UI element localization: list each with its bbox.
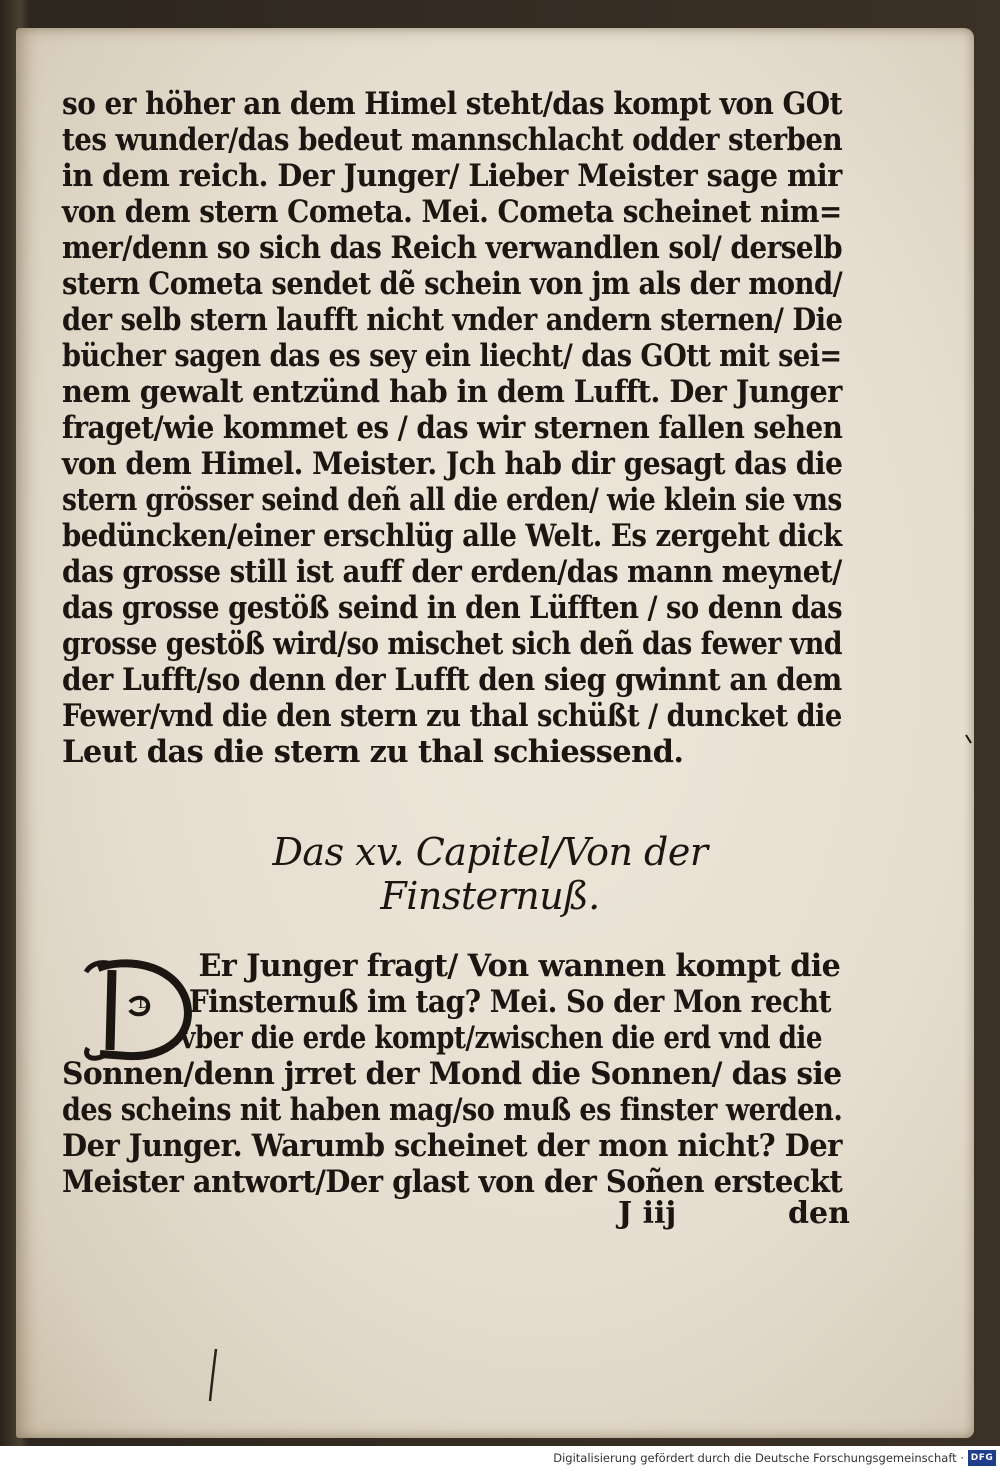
body-text (62, 86, 842, 770)
body-line-14: das grosse still ist auff der erden/das mann meynet/ (62, 554, 842, 590)
body-line-6: stern Cometa sendet dẽ schein von jm als der mond/ (62, 266, 843, 302)
body-line-13: bedüncken/einer erschlüg alle Welt. Es zergeht dick (62, 518, 842, 554)
body-line-8: bücher sagen das es sey ein liecht/ das GOtt mit sei= (62, 338, 842, 374)
margin-tick-mark (964, 733, 974, 745)
body-line-15: das grosse gestöß seind in den Lüfften / so denn das (62, 590, 843, 626)
initial-letter: D (138, 996, 150, 1012)
chapter-line-6: Der Junger. Warumb scheinet der mon nicht? Der (62, 1128, 842, 1164)
body-line-11: von dem Himel. Meister. Jch hab dir gesagt das die (62, 446, 843, 482)
body-line-1: so er höher an dem Himel steht/das kompt von GOt (62, 86, 842, 122)
body-line-5: mer/denn so sich das Reich verwandlen sol/ derselb (62, 230, 843, 266)
body-line-17: der Lufft/so denn der Lufft den sieg gwinnt an dem (62, 662, 842, 698)
signature-mark: J iij (618, 1196, 677, 1231)
body-line-18: Fewer/vnd die den stern zu thal schüßt / duncket die (62, 698, 842, 734)
body-line-16: grosse gestöß wird/so mischet sich deñ das fewer vnd (62, 626, 843, 662)
chapter-line-1: Er Junger fragt/ Von wannen kompt die (198, 948, 841, 984)
body-line-19: Leut das die stern zu thal schiessend. (62, 734, 684, 770)
chapter-line-4: Sonnen/denn jrret der Mond die Sonnen/ das sie (62, 1056, 842, 1092)
catchword: den (788, 1196, 850, 1231)
chapter-line-2: Finsternuß im tag? Mei. So der Mon recht (188, 984, 831, 1020)
chapter-line-7: Meister antwort/Der glast von der Soñen ersteckt (62, 1164, 843, 1200)
footer-bar (0, 1446, 1000, 1471)
body-line-4: von dem stern Cometa. Mei. Cometa scheinet nim= (62, 194, 842, 230)
chapter-line-5: des scheins nit haben mag/so muß es finster werden. (62, 1092, 843, 1128)
footer-credit: Digitalisierung gefördert durch die Deutsche Forschungsgemeinschaft · (553, 1451, 964, 1465)
body-line-2: tes wunder/das bedeut mannschlacht odder sterben (62, 122, 843, 158)
chapter-heading-line-2: Finsternuß. (380, 874, 600, 918)
chapter-heading-line-1: Das xv. Capitel/Von der (272, 830, 708, 874)
pencil-mark (200, 1345, 230, 1405)
chapter-heading (180, 830, 800, 918)
body-line-12: stern grösser seind deñ all die erden/ wie klein sie vns (62, 482, 842, 518)
body-line-3: in dem reich. Der Junger/ Lieber Meister sage mir (62, 158, 842, 194)
dfg-logo: DFG (968, 1450, 996, 1466)
body-line-10: fraget/wie kommet es / das wir sternen fallen sehen (62, 410, 843, 446)
chapter-line-3: vber die erde kompt/zwischen die erd vnd die (180, 1020, 822, 1056)
chapter-text (62, 948, 842, 1200)
body-line-7: der selb stern laufft nicht vnder andern sternen/ Die (62, 302, 843, 338)
body-line-9: nem gewalt entzünd hab in dem Lufft. Der Junger (62, 374, 842, 410)
